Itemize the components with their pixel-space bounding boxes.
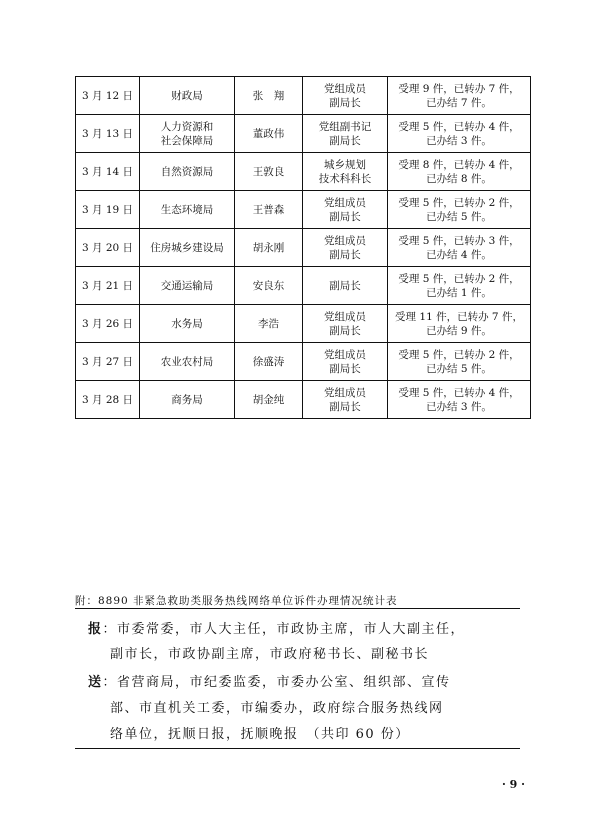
date-cell: 3 月 14 日 — [76, 153, 140, 191]
attachment-note: 附：8890 非紧急救助类服务热线网络单位诉件办理情况统计表 — [75, 595, 398, 607]
status-cell: 受理 9 件，已转办 7 件， 已办结 7 件。 — [388, 77, 531, 115]
status-cell: 受理 11 件，已转办 7 件， 已办结 9 件。 — [388, 305, 531, 343]
name-cell: 徐盛涛 — [235, 343, 303, 381]
position-cell: 党组成员 副局长 — [303, 77, 388, 115]
position-cell: 城乡规划 技术科科长 — [303, 153, 388, 191]
unit-cell: 自然资源局 — [140, 153, 235, 191]
report-to-line-2: 副市长，市政协副主席，市政府秘书长、副秘书长 — [110, 647, 430, 662]
name-cell: 李浩 — [235, 305, 303, 343]
status-cell: 受理 8 件，已转办 4 件， 已办结 8 件。 — [388, 153, 531, 191]
position-cell: 党组副书记 副局长 — [303, 115, 388, 153]
table-row — [76, 77, 531, 115]
table-row — [76, 115, 531, 153]
position-cell: 党组成员 副局长 — [303, 343, 388, 381]
status-cell: 受理 5 件，已转办 3 件， 已办结 4 件。 — [388, 229, 531, 267]
name-cell: 张 翔 — [235, 77, 303, 115]
unit-cell: 商务局 — [140, 381, 235, 419]
report-to-line-1 — [88, 618, 528, 637]
send-to-key: 送 — [88, 675, 103, 690]
duty-schedule-table — [75, 76, 531, 419]
table-row — [76, 267, 531, 305]
status-cell: 受理 5 件，已转办 2 件， 已办结 1 件。 — [388, 267, 531, 305]
table-row — [76, 343, 531, 381]
name-cell: 安良东 — [235, 267, 303, 305]
page-number: · 9 · — [502, 778, 525, 791]
top-divider-line — [75, 608, 520, 609]
send-to-line-1 — [88, 671, 528, 690]
unit-cell: 交通运输局 — [140, 267, 235, 305]
status-cell: 受理 5 件，已转办 4 件， 已办结 3 件。 — [388, 381, 531, 419]
position-cell: 副局长 — [303, 267, 388, 305]
date-cell: 3 月 13 日 — [76, 115, 140, 153]
date-cell: 3 月 28 日 — [76, 381, 140, 419]
table-row — [76, 381, 531, 419]
table-row — [76, 191, 531, 229]
date-cell: 3 月 27 日 — [76, 343, 140, 381]
send-to-line-3: 络单位，抚顺日报，抚顺晚报 （共印 60 份） — [110, 727, 410, 742]
date-cell: 3 月 21 日 — [76, 267, 140, 305]
status-cell: 受理 5 件，已转办 2 件， 已办结 5 件。 — [388, 191, 531, 229]
unit-cell: 财政局 — [140, 77, 235, 115]
name-cell: 董政伟 — [235, 115, 303, 153]
unit-cell: 农业农村局 — [140, 343, 235, 381]
date-cell: 3 月 19 日 — [76, 191, 140, 229]
date-cell: 3 月 20 日 — [76, 229, 140, 267]
date-cell: 3 月 26 日 — [76, 305, 140, 343]
unit-cell: 住房城乡建设局 — [140, 229, 235, 267]
date-cell: 3 月 12 日 — [76, 77, 140, 115]
report-to-key: 报 — [88, 622, 103, 637]
name-cell: 王敦良 — [235, 153, 303, 191]
status-cell: 受理 5 件，已转办 4 件， 已办结 3 件。 — [388, 115, 531, 153]
position-cell: 党组成员 副局长 — [303, 381, 388, 419]
name-cell: 胡永刚 — [235, 229, 303, 267]
name-cell: 王普森 — [235, 191, 303, 229]
unit-cell: 生态环境局 — [140, 191, 235, 229]
table-row — [76, 229, 531, 267]
position-cell: 党组成员 副局长 — [303, 191, 388, 229]
position-cell: 党组成员 副局长 — [303, 229, 388, 267]
name-cell: 胡金纯 — [235, 381, 303, 419]
unit-cell: 水务局 — [140, 305, 235, 343]
send-to-text-1: ：省营商局，市纪委监委，市委办公室、组织部、宣传 — [102, 675, 451, 690]
table-row — [76, 305, 531, 343]
send-to-line-2: 部、市直机关工委，市编委办，政府综合服务热线网 — [110, 701, 444, 716]
unit-cell: 人力资源和 社会保障局 — [140, 115, 235, 153]
table-row — [76, 153, 531, 191]
position-cell: 党组成员 副局长 — [303, 305, 388, 343]
report-to-text-1: ：市委常委，市人大主任，市政协主席，市人大副主任， — [102, 622, 466, 637]
status-cell: 受理 5 件，已转办 2 件， 已办结 5 件。 — [388, 343, 531, 381]
bottom-divider-line — [75, 748, 520, 749]
